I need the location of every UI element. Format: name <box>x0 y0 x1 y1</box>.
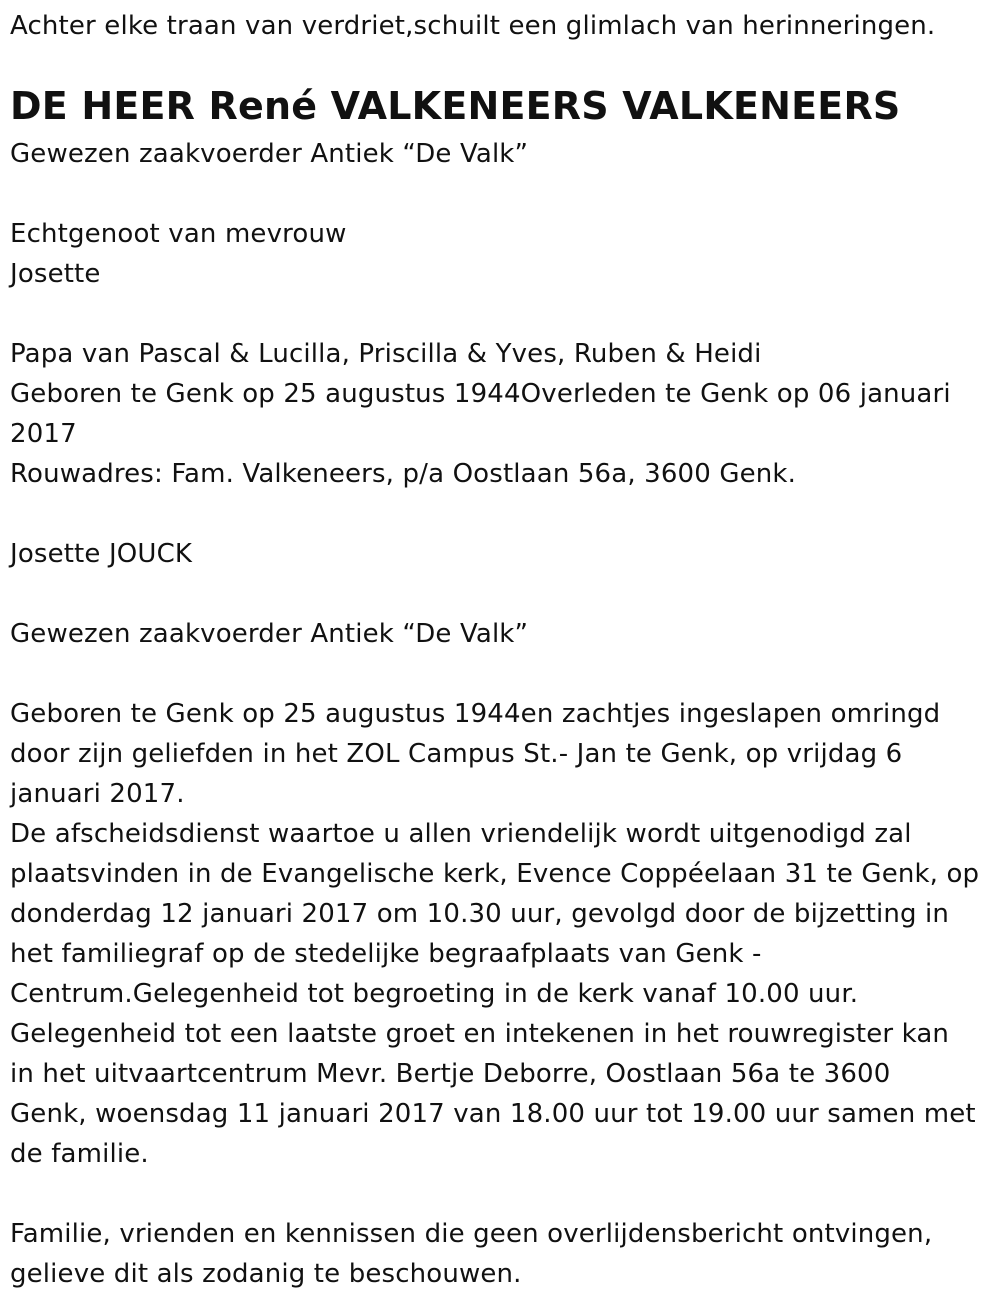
closing-note <box>10 1214 985 1294</box>
body-line: door zijn geliefden in het ZOL Campus St.- Jan te Genk, op vrijdag 6 <box>10 739 903 769</box>
birth-death-line-2: 2017 <box>10 419 77 449</box>
body-line: Genk, woensdag 11 januari 2017 van 18.00 uur tot 19.00 uur samen met <box>10 1099 976 1129</box>
body-line: januari 2017. <box>10 779 185 809</box>
body-line: De afscheidsdienst waartoe u allen vriendelijk wordt uitgenodigd zal <box>10 819 912 849</box>
closing-line: gelieve dit als zodanig te beschouwen. <box>10 1259 522 1289</box>
spouse-line-1: Echtgenoot van mevrouw <box>10 219 347 249</box>
occupation-line: Gewezen zaakvoerder Antiek “De Valk” <box>10 139 529 169</box>
children-line: Papa van Pascal & Lucilla, Priscilla & Yves, Ruben & Heidi <box>10 339 762 369</box>
body-line: in het uitvaartcentrum Mevr. Bertje Deborre, Oostlaan 56a te 3600 <box>10 1059 891 1089</box>
closing-line: Familie, vrienden en kennissen die geen overlijdensbericht ontvingen, <box>10 1219 933 1249</box>
body-line: het familiegraf op de stedelijke begraafplaats van Genk - <box>10 939 762 969</box>
birth-death-line-1: Geboren te Genk op 25 augustus 1944Overleden te Genk op 06 januari <box>10 379 951 409</box>
address-line: Rouwadres: Fam. Valkeneers, p/a Oostlaan 56a, 3600 Genk. <box>10 459 797 489</box>
body-line: de familie. <box>10 1139 149 1169</box>
announcement-body <box>10 694 985 1174</box>
opening-quote: Achter elke traan van verdriet,schuilt een glimlach van herinneringen. <box>10 11 936 41</box>
body-line: Geboren te Genk op 25 augustus 1944en zachtjes ingeslapen omringd <box>10 699 941 729</box>
body-line: Centrum.Gelegenheid tot begroeting in de kerk vanaf 10.00 uur. <box>10 979 859 1009</box>
spouse-line-2: Josette <box>10 259 101 289</box>
occupation-line-2: Gewezen zaakvoerder Antiek “De Valk” <box>10 619 529 649</box>
body-line: Gelegenheid tot een laatste groet en intekenen in het rouwregister kan <box>10 1019 950 1049</box>
deceased-name-title: DE HEER René VALKENEERS VALKENEERS <box>10 84 901 128</box>
body-line: donderdag 12 januari 2017 om 10.30 uur, gevolgd door de bijzetting in <box>10 899 950 929</box>
body-line: plaatsvinden in de Evangelische kerk, Evence Coppéelaan 31 te Genk, op <box>10 859 980 889</box>
spouse-full-name: Josette JOUCK <box>10 539 193 569</box>
